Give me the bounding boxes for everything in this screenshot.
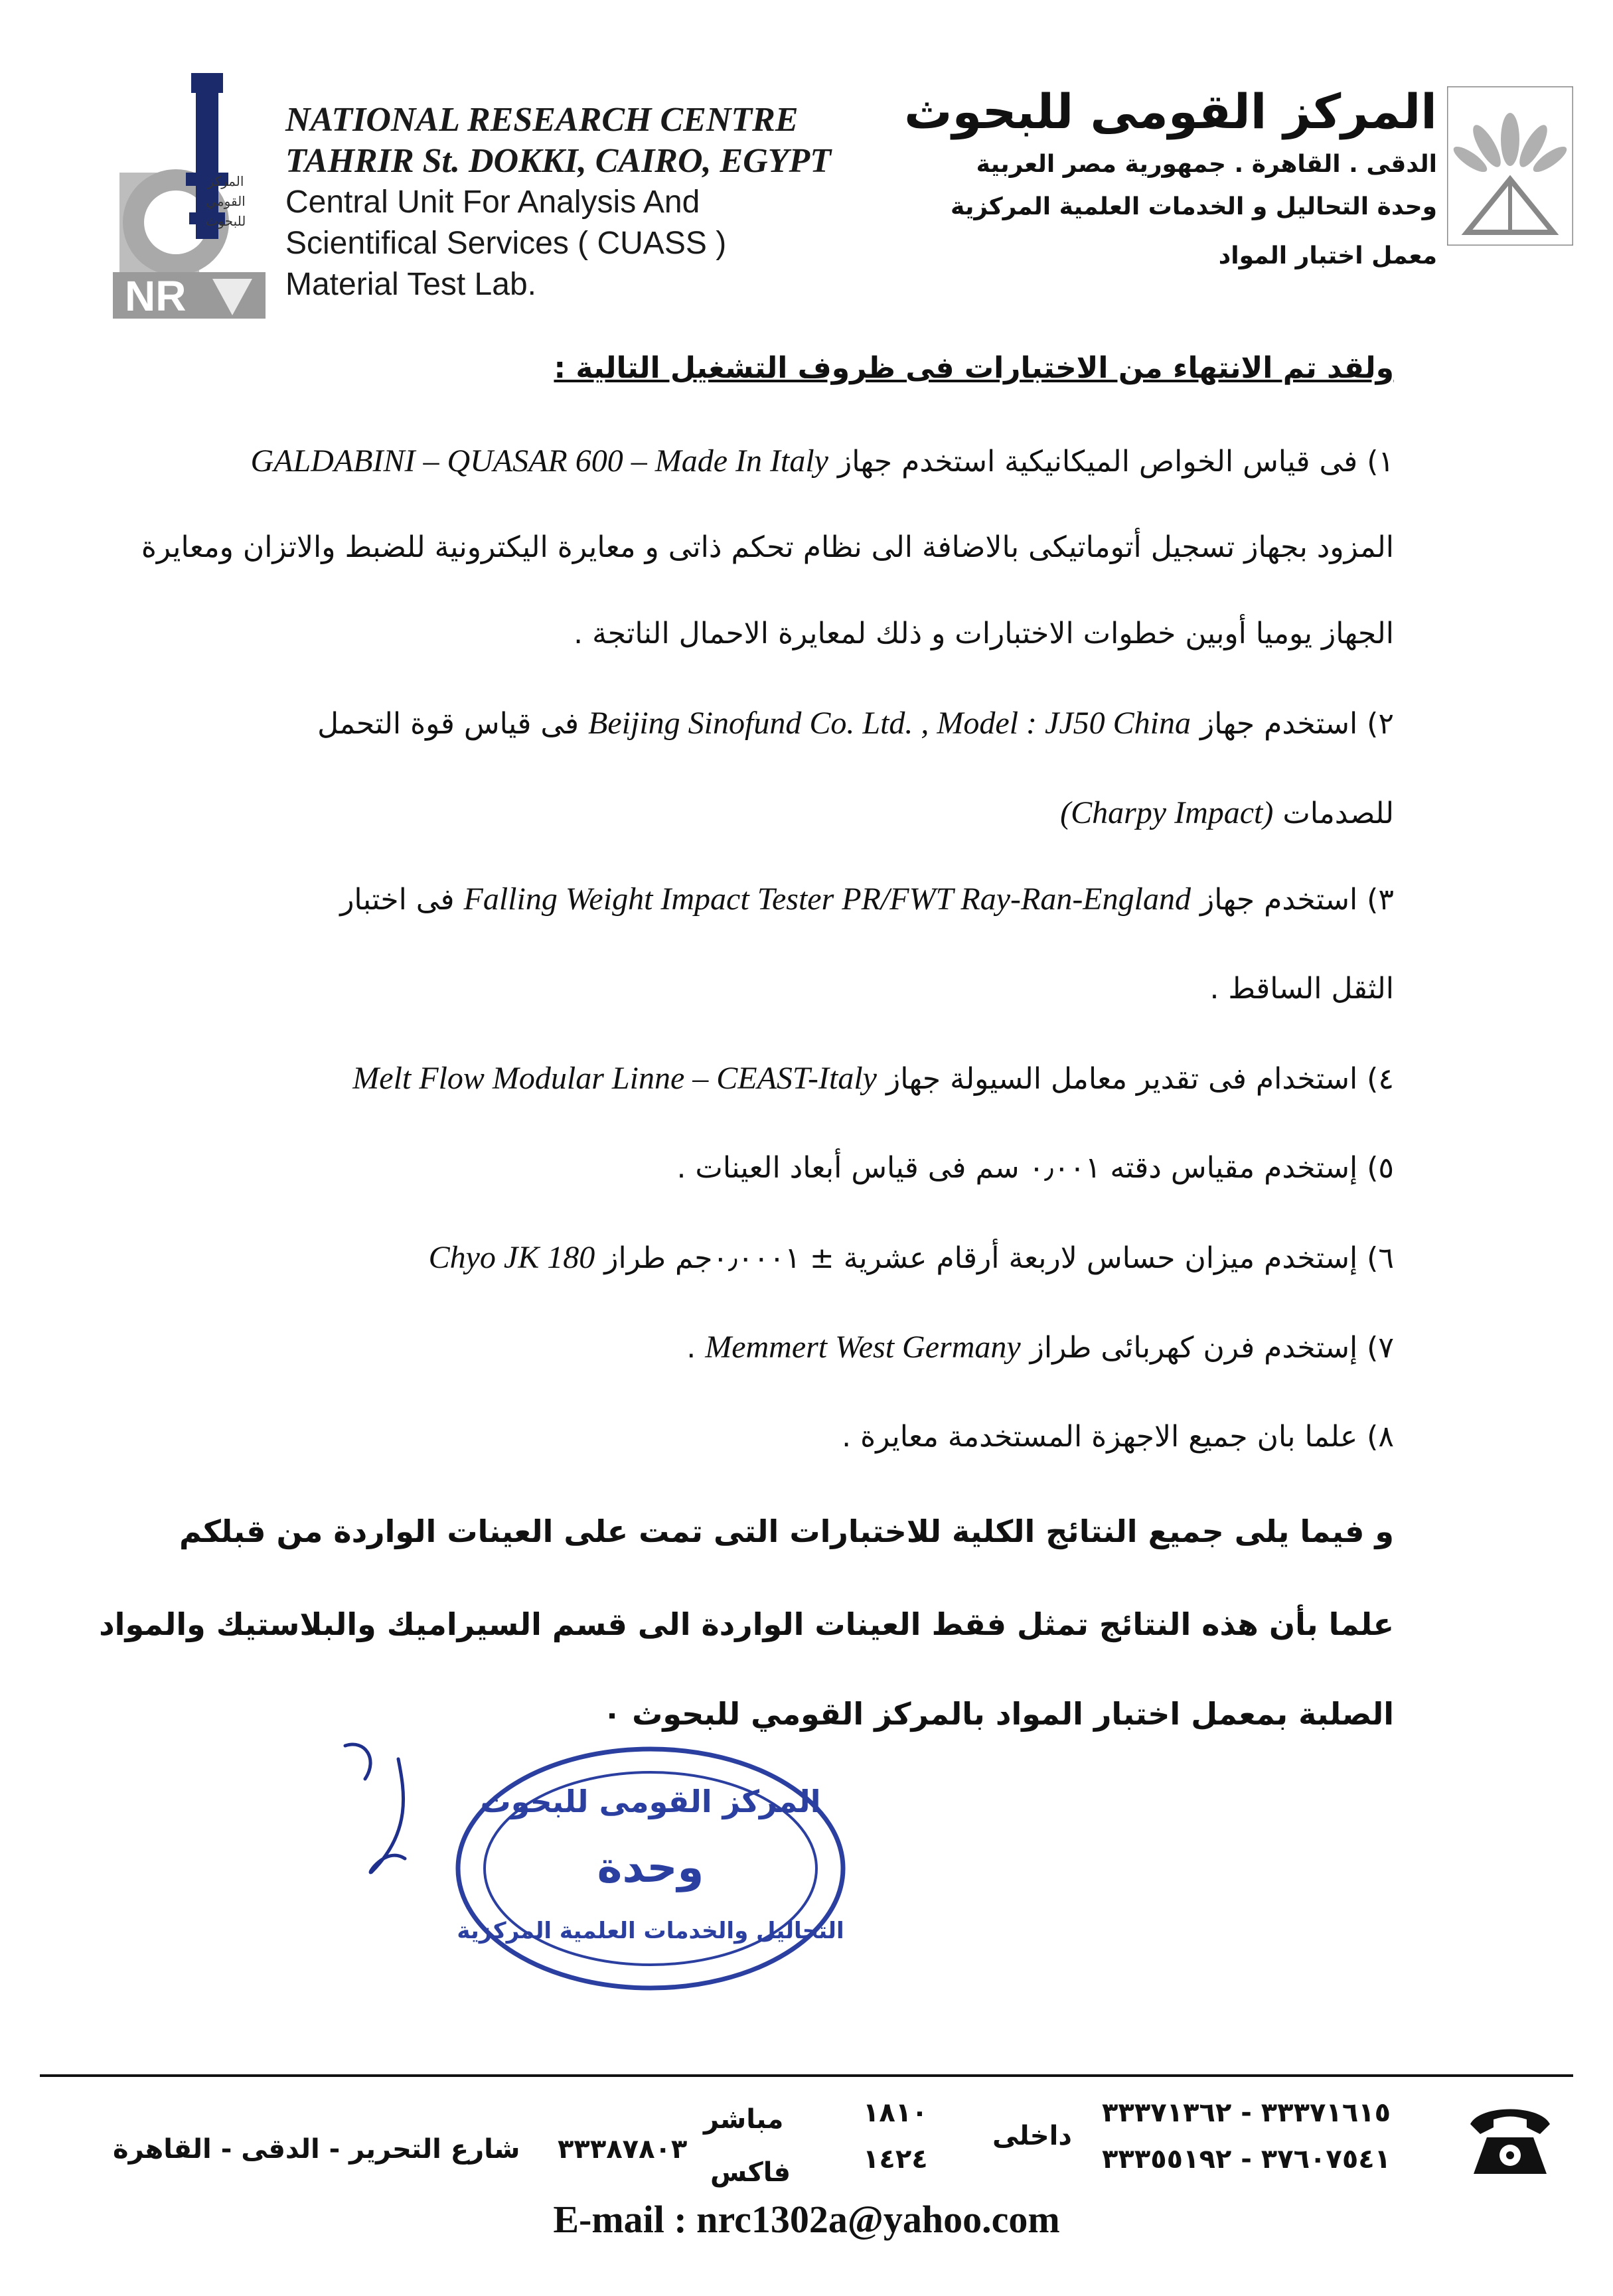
item-8-line-1: ٨) علما بان جميع الاجهزة المستخدمة معايرة .: [842, 1420, 1394, 1454]
telephone-icon: [1467, 2101, 1553, 2181]
phone-numbers-2: ٣٧٦٠٧٥٤١ - ٣٣٣٥٥١٩٢: [1102, 2144, 1391, 2175]
arabic-institute-name: المركز القومى للبحوث: [904, 84, 1437, 139]
unit-name-line2: Scientifical Services ( CUASS ): [285, 226, 727, 261]
item-7-line-1: ٧) إستخدم فرن كهربائى طراز Memmert West Germany .: [686, 1330, 1394, 1365]
emblem-icon: [1447, 86, 1573, 246]
lab-name: Material Test Lab.: [285, 267, 536, 302]
arabic-unit-name: وحدة التحاليل و الخدمات العلمية المركزية: [951, 193, 1437, 220]
equipment-name: Falling Weight Impact Tester PR/FWT Ray-Ran-England: [463, 881, 1191, 917]
nrc-logo-graphic: [113, 60, 266, 319]
closing-line-2: علما بأن هذه النتائج تمثل فقط العينات الواردة الى قسم السيراميك والبلاستيك والمواد: [99, 1606, 1394, 1642]
item-5-line-1: ٥) إستخدم مقياس دقته ٠٫٠٠١ سم فى قياس أبعاد العينات .: [676, 1151, 1394, 1185]
item-1-line-3: الجهاز يوميا أوبين خطوات الاختبارات و ذلك لمعايرة الاحمال الناتجة .: [574, 617, 1394, 651]
direct-label: مباشر: [704, 2104, 784, 2135]
svg-text:المركز: المركز: [207, 173, 244, 189]
intro-heading: ولقد تم الانتهاء من الاختبارات فى ظروف التشغيل التالية :: [554, 351, 1394, 385]
item-1-line-1: ١) فى قياس الخواص الميكانيكية استخدم جهاز GALDABINI – QUASAR 600 – Made In Italy: [250, 443, 1394, 479]
footer-address: شارع التحرير - الدقى - القاهرة: [113, 2134, 520, 2165]
nrc-emblem-right: [1447, 86, 1573, 246]
footer-divider: [40, 2074, 1573, 2077]
svg-text:القومي: القومي: [206, 193, 246, 209]
footer-email[interactable]: E-mail : nrc1302a@yahoo.com: [553, 2198, 1060, 2241]
english-letterhead: [285, 100, 883, 305]
item-4-line-1: ٤) استخدام فى تقدير معامل السيولة جهاز Melt Flow Modular Linne – CEAST-Italy: [352, 1061, 1394, 1096]
arabic-address: الدقى . القاهرة . جمهورية مصر العربية: [976, 151, 1437, 178]
extension-label: داخلى: [992, 2121, 1072, 2151]
arabic-lab-name: معمل اختبار المواد: [1218, 242, 1437, 269]
signature-mark: [325, 1732, 431, 1885]
svg-text:للبحوث: للبحوث: [205, 213, 246, 229]
equipment-name: Beijing Sinofund Co. Ltd. , Model : JJ50 China: [588, 706, 1191, 741]
equipment-name: Melt Flow Modular Linne – CEAST-Italy: [352, 1061, 877, 1096]
official-stamp: [451, 1739, 850, 1998]
extension-number-2: ١٤٢٤: [863, 2144, 928, 2175]
item-3-line-2: الثقل الساقط .: [1209, 972, 1394, 1006]
equipment-name: GALDABINI – QUASAR 600 – Made In Italy: [250, 443, 828, 479]
logo-initials: NR: [125, 272, 187, 319]
handwritten-signature: [325, 1732, 431, 1885]
item-1-line-2: المزود بجهاز تسجيل أتوماتيكى بالاضافة الى نظام تحكم ذاتى و معايرة اليكترونية للضبط والاتزان ومعايرة: [141, 530, 1394, 564]
direct-fax-number: ٣٣٣٨٧٨٠٣: [558, 2134, 688, 2165]
stamp-center-text: وحدة: [597, 1843, 704, 1892]
closing-line-3: الصلبة بمعمل اختبار المواد بالمركز القومي للبحوث ٠: [603, 1696, 1394, 1732]
equipment-name: Memmert West Germany: [705, 1330, 1021, 1365]
closing-line-1: و فيما يلى جميع النتائج الكلية للاختبارات التى تمت على العينات الواردة من قبلكم: [179, 1513, 1394, 1549]
arabic-letterhead: [840, 80, 1437, 277]
item-6-line-1: ٦) إستخدم ميزان حساس لاربعة أرقام عشرية ± ٠٫٠٠٠١جم طراز Chyo JK 180: [428, 1240, 1394, 1275]
institute-name: NATIONAL RESEARCH CENTRE: [285, 101, 799, 139]
fax-label: فاكس: [710, 2157, 791, 2188]
nrc-logo-left: [113, 60, 266, 319]
phone-numbers-1: ٣٣٣٧١٦١٥ - ٣٣٣٧١٣٦٢: [1102, 2098, 1391, 2128]
item-3-line-1: ٣) استخدم جهاز Falling Weight Impact Tester PR/FWT Ray-Ran-England فى اختبار: [340, 881, 1394, 917]
stamp-graphic: [451, 1739, 850, 1998]
item-2-line-1: ٢) استخدم جهاز Beijing Sinofund Co. Ltd. , Model : JJ50 China فى قياس قوة التحمل: [317, 706, 1394, 741]
institute-address: TAHRIR St. DOKKI, CAIRO, EGYPT: [285, 142, 832, 180]
unit-name-line1: Central Unit For Analysis And: [285, 185, 700, 220]
item-2-line-2: للصدمات (Charpy Impact): [1060, 795, 1394, 830]
stamp-bottom-text: التحاليل والخدمات العلمية المركزية: [457, 1918, 844, 1944]
equipment-name: Chyo JK 180: [428, 1240, 595, 1275]
extension-number-1: ١٨١٠: [863, 2098, 928, 2128]
stamp-ring-text: المركز القومى للبحوث: [480, 1784, 821, 1819]
